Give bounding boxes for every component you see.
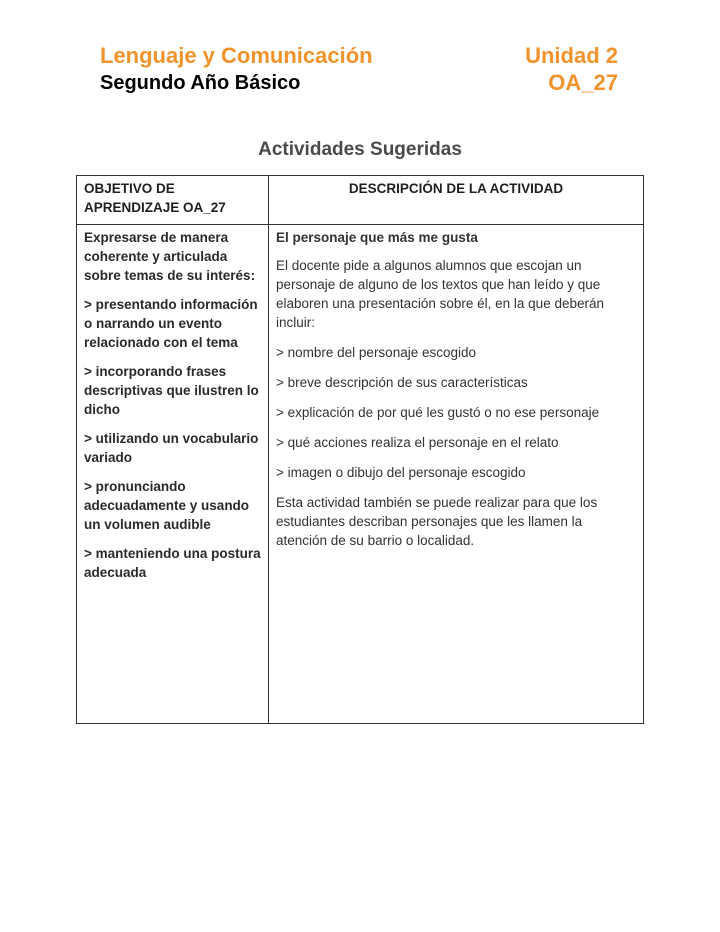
activity-item: > qué acciones realiza el personaje en el relato bbox=[276, 435, 559, 450]
activity-title: El personaje que más me gusta bbox=[276, 230, 478, 245]
unit-label: Unidad 2 bbox=[525, 43, 618, 68]
objective-item: > utilizando un vocabulario variado bbox=[84, 431, 259, 465]
activity-intro: El docente pide a algunos alumnos que escojan un personaje de alguno de los textos que han leído y que elaboren una presentación sobre él, en la que deberán incluir: bbox=[276, 258, 604, 330]
objective-item: > presentando información o narrando un evento relacionado con el tema bbox=[84, 297, 258, 350]
table-row bbox=[77, 225, 644, 724]
objective-intro: Expresarse de manera coherente y articulada sobre temas de su interés: bbox=[84, 230, 256, 283]
table-header-row bbox=[77, 176, 644, 225]
activity-item: > explicación de por qué les gustó o no ese personaje bbox=[276, 405, 600, 420]
activity-closing: Esta actividad también se puede realizar para que los estudiantes describan personajes que les llamen la atención de su barrio o localidad. bbox=[276, 495, 598, 548]
page-title: Actividades Sugeridas bbox=[258, 139, 462, 160]
subject-title: Lenguaje y Comunicación bbox=[100, 43, 373, 68]
activities-table bbox=[76, 175, 644, 724]
objective-item: > manteniendo una postura adecuada bbox=[84, 546, 261, 580]
objective-item: > pronunciando adecuadamente y usando un volumen audible bbox=[84, 479, 250, 532]
objective-column-header: OBJETIVO DE APRENDIZAJE OA_27 bbox=[77, 176, 269, 225]
activity-item: > nombre del personaje escogido bbox=[276, 345, 477, 360]
description-column-header: DESCRIPCIÓN DE LA ACTIVIDAD bbox=[269, 176, 644, 225]
grade-level: Segundo Año Básico bbox=[100, 72, 301, 94]
activity-item: > breve descripción de sus características bbox=[276, 375, 528, 390]
objective-cell bbox=[77, 225, 269, 724]
objective-item: > incorporando frases descriptivas que ilustren lo dicho bbox=[84, 364, 259, 417]
header-right bbox=[525, 42, 618, 96]
activity-item: > imagen o dibujo del personaje escogido bbox=[276, 465, 526, 480]
header-left bbox=[100, 42, 373, 96]
oa-code: OA_27 bbox=[548, 70, 618, 95]
description-cell bbox=[269, 225, 644, 724]
